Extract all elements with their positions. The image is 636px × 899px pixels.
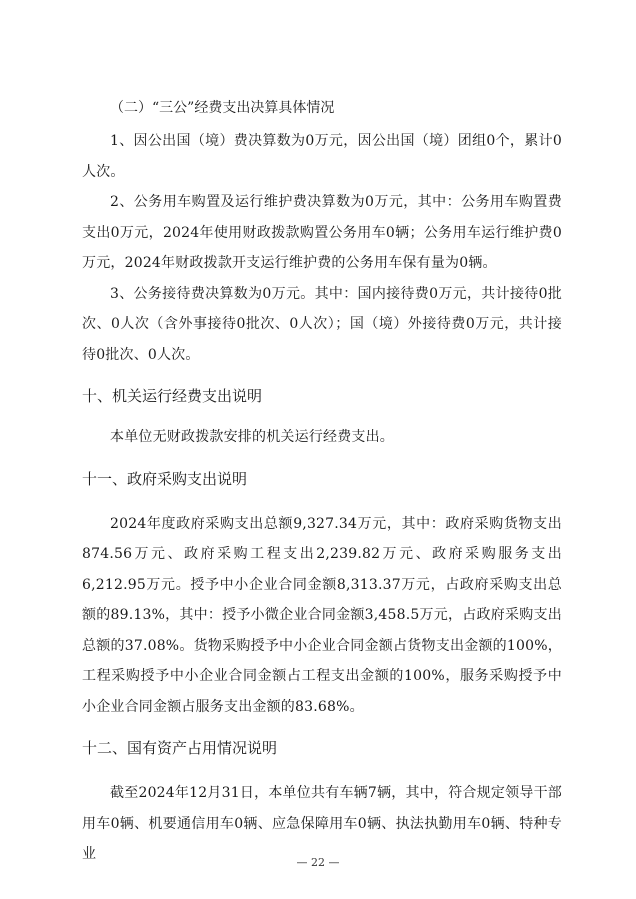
heading-section-12: 十二、国有资产占用情况说明 (82, 739, 278, 757)
heading-section-11: 十一、政府采购支出说明 (82, 469, 248, 488)
heading-section-10: 十、机关运行经费支出说明 (82, 387, 263, 405)
paragraph-government-procurement: 2024年度政府采购支出总额9,327.34万元，其中：政府采购货物支出874.56万元、政府采购工程支出2,239.82万元、政府采购服务支出6,212.95万元。授予中小企业合同金额8,313.37万元，占政府采购支出总额的89.13%，其中：授予小微企业合同金额3,458.5万元，占政府采购支出总额的37.08%。货物采购授予中小企业合同金额占货物支出金额的100%，工程采购授予中小企业合同金额占工程支出金额的100%，服务采购授予中小企业合同金额占服务支出金额的83.68%。 (82, 515, 562, 715)
paragraph-state-assets: 截至2024年12月31日，本单位共有车辆7辆，其中，符合规定领导干部用车0辆、机要通信用车0辆、应急保障用车0辆、执法执勤用车0辆、特种专业 (82, 785, 562, 862)
document-page (82, 96, 562, 870)
paragraph-overseas-travel: 1、因公出国（境）费决算数为0万元，因公出国（境）团组0个，累计0人次。 (82, 133, 562, 180)
paragraph-official-reception: 3、公务接待费决算数为0万元。其中：国内接待费0万元，共计接待0批次、0人次（含外事接待0批次、0人次）；国（境）外接待费0万元，共计接待0批次、0人次。 (82, 285, 562, 363)
page-number: — 22 — (296, 856, 340, 869)
paragraph-operating-expenses: 本单位无财政拨款安排的机关运行经费支出。 (110, 429, 394, 445)
paragraph-official-vehicles: 2、公务用车购置及运行维护费决算数为0万元，其中：公务用车购置费支出0万元，2024年使用财政拨款购置公务用车0辆；公务用车运行维护费0万元，2024年财政拨款开支运行维护费的公务用车保有量为0辆。 (82, 194, 562, 271)
subheading-sangong: （二）“三公”经费支出决算具体情况 (110, 100, 335, 116)
